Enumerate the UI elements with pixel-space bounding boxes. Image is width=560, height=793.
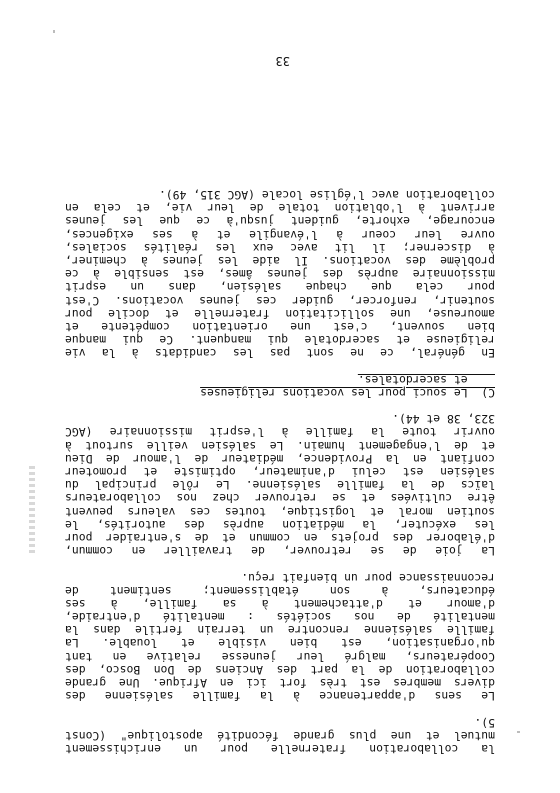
text-line: pour cela que chaque salésien, dans un esprit	[65, 280, 495, 295]
text-line: éducateurs, à son établissement; sentiment de	[65, 583, 495, 598]
text-line: encourage, exhorte, guident jusqu'à ce que les jeunes	[65, 214, 495, 229]
text-line: d'amour et d'attachement à sa famille, à ses	[65, 596, 495, 611]
text-line: qu'organisation, est bien visible et louable. La	[65, 636, 495, 651]
text-line: mutuel et une plus grande fécondité apostolique" (Const	[65, 728, 495, 743]
text-line: ouvre leur coeur à l'évangile et à ses exigences,	[65, 227, 495, 242]
text-line: Le sens d'appartenance à la famille salésienne des	[65, 689, 495, 704]
text-line: missionnaire auprès des jeunes âmes, est sensible à ce	[65, 267, 495, 282]
text-line: et de l'engagement humain. Le salésien veille surtout à	[65, 438, 495, 453]
text-line: soutien moral et logistique, toutes ces valeurs peuvent	[65, 504, 495, 519]
text-line: collaboration de la part des Anciens de Don Bosco, des	[65, 662, 495, 677]
text-line: laïcs de la famille salésienne. Le rôle principal du	[65, 478, 495, 493]
text-line: 5).	[474, 715, 495, 730]
text-line: la collaboration fraternelle pour un enrichissement	[65, 742, 495, 756]
paragraph	[65, 412, 495, 557]
paragraph-gap	[65, 399, 495, 412]
text-line: à discerner; il lit avec eux les réalités sociales,	[65, 240, 495, 255]
text-line: amoureuse, une sollicitation fraternelle et docile pour	[65, 306, 495, 321]
page-number: 33	[275, 54, 290, 68]
paragraph	[65, 188, 495, 359]
scan-margin-noise	[29, 463, 35, 553]
paragraph-gap	[65, 359, 495, 372]
text-line: divers membres est très fort ici en Afrique. Une grande	[65, 676, 495, 691]
heading-line: C) Le souci pour les vocations religieuses	[200, 385, 495, 400]
heading-line: et sacerdotales.	[357, 372, 495, 387]
text-line: confiant en la Providence, médiateur de l'amour de Dieu	[65, 451, 495, 466]
text-line: salésien est celui d'animateur, optimiste et promoteur	[65, 465, 495, 480]
paragraph-gap	[65, 557, 495, 570]
scan-speck	[53, 30, 55, 33]
text-line: collaboration avec l'église locale (AGC 315, 49).	[158, 188, 495, 203]
text-line: famille salésienne rencontre un terrain fertile dans la	[65, 623, 495, 638]
section-heading	[65, 373, 495, 399]
text-line: les exécuter, la médiation auprès des autorités, le	[65, 517, 495, 532]
scan-speck	[517, 731, 520, 733]
text-line: soutenir, renforcer, guider ces jeunes vocations. C'est	[65, 293, 495, 308]
text-line: reconnaissance pour un bienfait reçu.	[241, 570, 495, 585]
text-line: bien souvent, c'est une orientation compétente et	[65, 320, 495, 334]
text-line: problème des vocations. Il aide les jeunes à cheminer,	[65, 254, 495, 269]
paragraph-gap	[65, 702, 495, 715]
document-body	[65, 188, 495, 755]
paragraph	[65, 715, 495, 755]
text-line: d'élaborer des projets en commun et de s'entraider pour	[65, 531, 495, 545]
text-line: être cultivées et se retrouver chez nos collaborateurs	[65, 491, 495, 506]
text-line: Coopérateurs, malgré leur jeunesse relative en tant	[65, 649, 495, 664]
text-line: En général, ce ne sont pas les candidats à la vie	[65, 346, 495, 361]
text-line: La joie de se retrouver, de travailler en commun,	[65, 544, 495, 559]
paragraph	[65, 570, 495, 702]
text-line: 323, 38 et 44).	[392, 412, 495, 427]
text-line: arrivent à l'oblation totale de leur vie, et cela en	[65, 201, 495, 216]
text-line: ouvrir toute la famille à l'esprit missionnaire (AGC	[65, 425, 495, 440]
text-line: religieuse et sacerdotale qui manquent. Ce qui manque	[65, 333, 495, 348]
text-line: mentalité de nos sociétés : mentalité d'entraide,	[65, 610, 495, 625]
